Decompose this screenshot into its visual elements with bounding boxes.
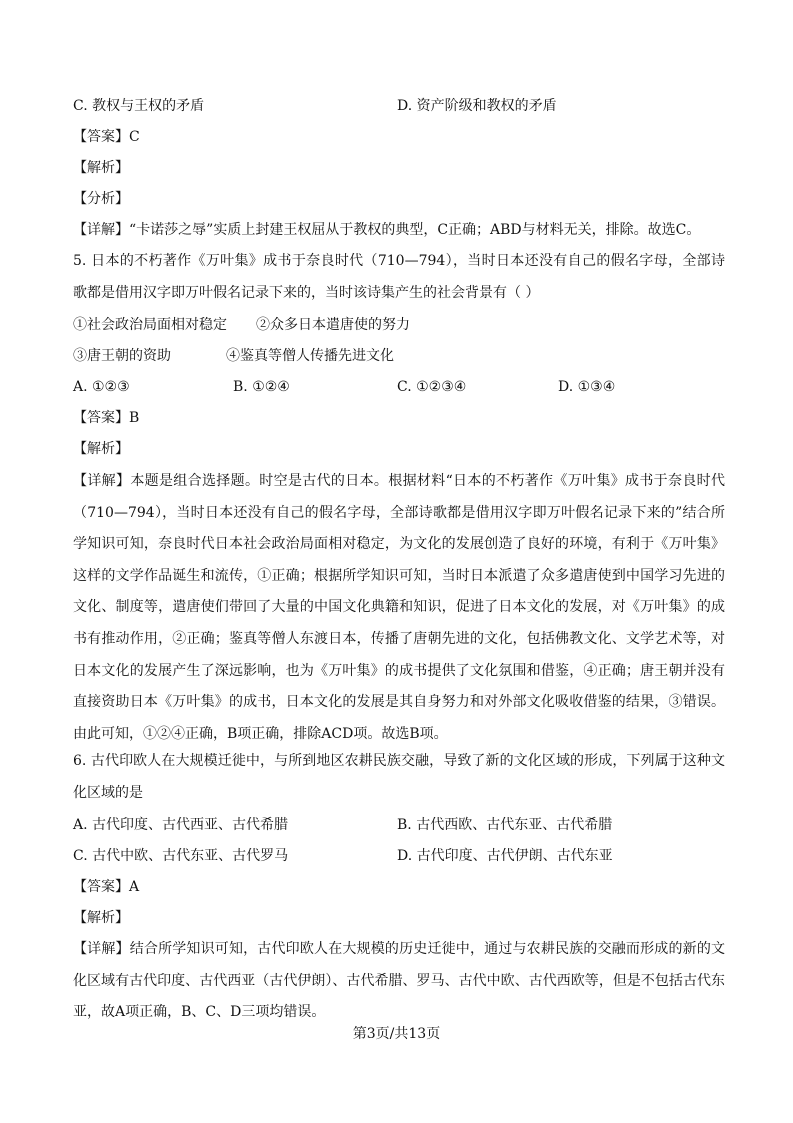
page-number: 第3页/共13页	[352, 1026, 441, 1042]
q5-stem: 5. 日本的不朽著作《万叶集》成书于奈良时代（710—794），当时日本还没有自己的假名字母，全部诗歌都是借用汉字即万叶假名记录下来的，当时该诗集产生的社会背景有（ ）	[73, 253, 725, 301]
q5-analysis-label: 【解析】	[73, 441, 129, 457]
q6-answer: 【答案】A	[73, 879, 140, 895]
q4-analysis-label: 【解析】	[73, 160, 129, 176]
q4-detail: 【详解】“卡诺莎之辱”实质上封建王权屈从于教权的典型，C正确；ABD与材料无关，排除。故选C。	[73, 222, 701, 238]
q5-item-2: ②众多日本遣唐使的努力	[256, 317, 410, 333]
q4-option-c: C. 教权与王权的矛盾	[73, 98, 205, 114]
q5-option-d: D. ①③④	[558, 379, 616, 395]
q5-option-a: A. ①②③	[73, 379, 130, 395]
q4-answer: 【答案】C	[73, 129, 140, 145]
q6-option-c: C. 古代中欧、古代东亚、古代罗马	[73, 848, 289, 864]
q6-analysis-label: 【解析】	[73, 910, 129, 926]
q5-item-4: ④鉴真等僧人传播先进文化	[226, 348, 394, 364]
q5-option-c: C. ①②③④	[397, 379, 467, 395]
q6-option-a: A. 古代印度、古代西亚、古代希腊	[73, 817, 289, 833]
q4-fenxi-label: 【分析】	[73, 191, 129, 207]
q5-answer: 【答案】B	[73, 410, 140, 426]
q6-stem: 6. 古代印欧人在大规模迁徙中，与所到地区农耕民族交融，导致了新的文化区域的形成，下列属于这种文化区域的是	[73, 753, 725, 801]
q5-detail: 【详解】本题是组合选择题。时空是古代的日本。根据材料“日本的不朽著作《万叶集》成书于奈良时代（710—794），当时日本还没有自己的假名字母，全部诗歌都是借用汉字即万叶假名记录下来的”结合所学知识可知，奈良时代日本社会政治局面相对稳定，为文化的发展创造了良好的环境，有利于《万叶集》这样的文学作品诞生和流传，①正确；根据所学知识可知，当时日本派遣了众多遣唐使到中国学习先进的文化、制度等，遣唐使们带回了大量的中国文化典籍和知识，促进了日本文化的发展，对《万叶集》的成书有推动作用，②正确；鉴真等僧人东渡日本，传播了唐朝先进的文化，包括佛教文化、文学艺术等，对日本文化的发展产生了深远影响，也为《万叶集》的成书提供了文化氛围和借鉴，④正确；唐王朝并没有直接资助日本《万叶集》的成书，日本文化的发展是其自身努力和对外部文化吸收借鉴的结果，③错误。由此可知，①②④正确，B项正确，排除ACD项。故选B项。	[73, 473, 725, 742]
q5-item-1: ①社会政治局面相对稳定	[73, 317, 227, 333]
q5-item-3: ③唐王朝的资助	[73, 348, 171, 364]
q6-detail: 【详解】结合所学知识可知，古代印欧人在大规模的历史迁徙中，通过与农耕民族的交融而形成的新的文化区域有古代印度、古代西亚（古代伊朗）、古代希腊、罗马、古代中欧、古代西欧等，但是不包括古代东亚，故A项正确，B、C、D三项均错误。	[73, 941, 725, 1021]
q5-option-b: B. ①②④	[233, 379, 290, 395]
q6-option-b: B. 古代西欧、古代东亚、古代希腊	[397, 817, 613, 833]
q4-option-d: D. 资产阶级和教权的矛盾	[397, 98, 557, 114]
q6-option-d: D. 古代印度、古代伊朗、古代东亚	[397, 848, 613, 864]
